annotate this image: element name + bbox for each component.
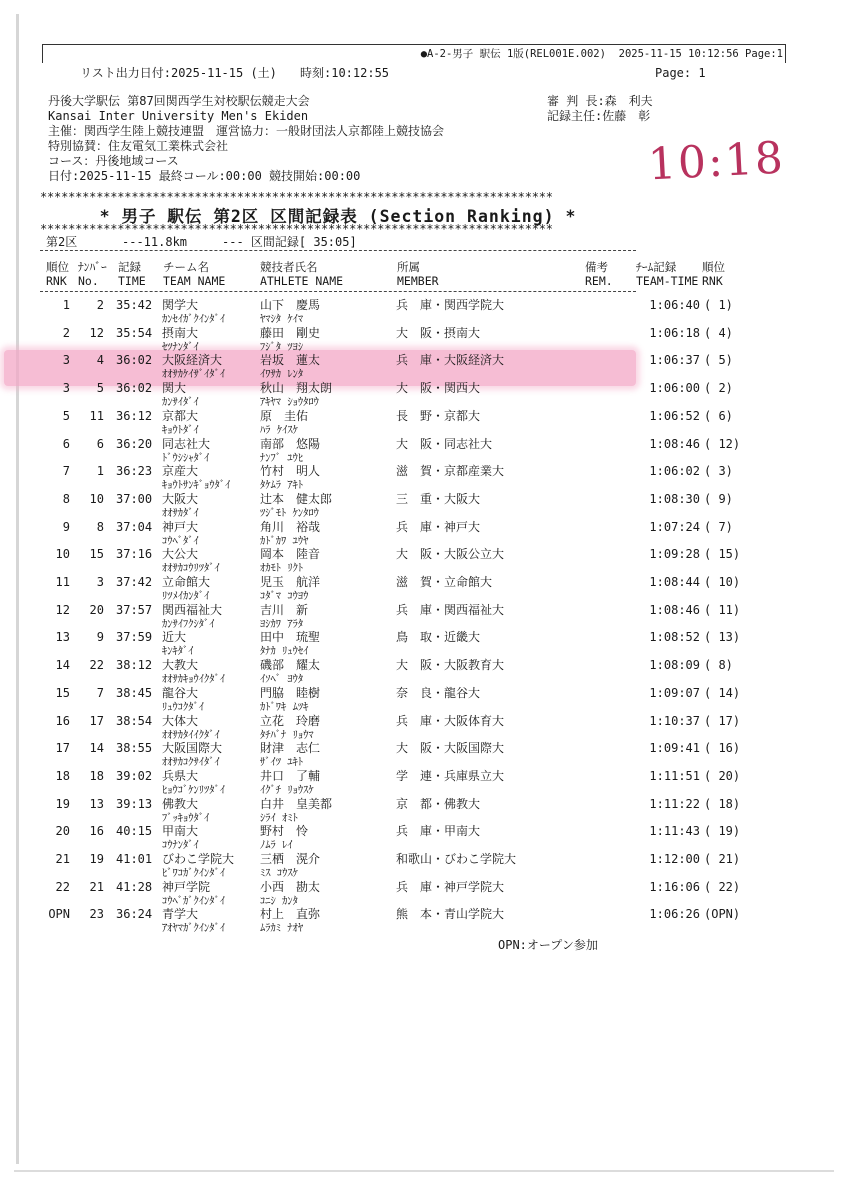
cell-time: 38:45 bbox=[116, 685, 153, 700]
cell-team: 兵県大 bbox=[162, 768, 199, 783]
cell-team-rank: ( 14) bbox=[704, 685, 741, 700]
cell-member: 三 重・大阪大 bbox=[396, 491, 481, 506]
cell-team-rank: ( 6) bbox=[704, 408, 733, 423]
col-rank-en: RNK bbox=[46, 274, 67, 288]
cell-member: 兵 庫・関西福祉大 bbox=[396, 602, 505, 617]
cell-team: 甲南大 bbox=[162, 824, 199, 839]
col-trank-jp: 順位 bbox=[702, 260, 725, 274]
cell-team-time: 1:06:18 bbox=[649, 325, 700, 340]
table-row bbox=[0, 881, 850, 908]
sponsor: 特別協賛：住友電気工業株式会社 bbox=[48, 139, 229, 153]
cell-no: 3 bbox=[96, 575, 104, 589]
cell-rank: 9 bbox=[62, 519, 70, 534]
cell-team-time: 1:06:52 bbox=[649, 408, 700, 423]
cell-athlete-kana: ｵｶﾓﾄ ﾘｸﾄ bbox=[260, 562, 304, 575]
footnote: OPN:オープン参加 bbox=[498, 938, 598, 952]
col-time-jp: 記録 bbox=[118, 260, 141, 274]
cell-team: 大教大 bbox=[162, 658, 199, 673]
cell-member: 滋 賀・京都産業大 bbox=[396, 464, 505, 479]
cell-no: 22 bbox=[89, 658, 104, 673]
cell-athlete: 門脇 睦樹 bbox=[260, 685, 321, 700]
table-row bbox=[0, 327, 850, 354]
cell-no: 21 bbox=[89, 879, 104, 894]
cell-member: 兵 庫・大阪体育大 bbox=[396, 713, 505, 728]
cell-time: 35:42 bbox=[116, 298, 153, 312]
cell-time: 36:20 bbox=[116, 436, 153, 451]
cell-member: 大 阪・大阪公立大 bbox=[396, 547, 505, 562]
cell-athlete-kana: ｻﾞｲﾂ ﾕｷﾄ bbox=[260, 756, 304, 769]
col-time-en: TIME bbox=[118, 274, 146, 288]
cell-athlete: 立花 玲磨 bbox=[260, 713, 321, 728]
section-record: --- 区間記録[ 35:05] bbox=[222, 235, 357, 249]
page-bottom-edge bbox=[14, 1170, 834, 1172]
cell-member: 大 阪・同志社大 bbox=[396, 436, 493, 451]
cell-team-rank: ( 5) bbox=[704, 353, 733, 368]
cell-athlete: 吉川 新 bbox=[260, 602, 309, 617]
cell-athlete: 秋山 翔太朗 bbox=[260, 381, 333, 396]
cell-team: 大阪経済大 bbox=[162, 353, 223, 368]
meet-name-en: Kansai Inter University Men's Ekiden bbox=[48, 109, 309, 123]
cell-no: 20 bbox=[89, 602, 104, 617]
cell-team-time: 1:06:02 bbox=[649, 464, 700, 479]
cell-team-kana: ｱｵﾔﾏｶﾞｸｲﾝﾀﾞｲ bbox=[162, 922, 225, 935]
cell-time: 36:24 bbox=[116, 907, 153, 922]
cell-team-kana: ｺｳﾍﾞﾀﾞｲ bbox=[162, 534, 199, 547]
cell-athlete-kana: ﾌｼﾞﾀ ﾂﾖｼ bbox=[260, 340, 304, 353]
cell-rank: OPN bbox=[48, 907, 70, 922]
cell-no: 9 bbox=[96, 630, 104, 645]
table-row bbox=[0, 382, 850, 409]
cell-team-rank: ( 19) bbox=[704, 824, 741, 839]
cell-no: 12 bbox=[89, 325, 104, 340]
cell-team-time: 1:08:46 bbox=[649, 436, 700, 451]
cell-time: 37:57 bbox=[116, 602, 153, 617]
cell-time: 37:04 bbox=[116, 519, 153, 534]
col-member-jp: 所属 bbox=[397, 260, 420, 274]
cell-team-kana: ｶﾝｻｲﾀﾞｲ bbox=[162, 396, 199, 409]
cell-no: 1 bbox=[96, 464, 104, 479]
section-distance: ---11.8km bbox=[122, 235, 188, 249]
cell-time: 39:02 bbox=[116, 768, 153, 783]
cell-team-rank: ( 22) bbox=[704, 879, 741, 894]
cell-team-time: 1:16:06 bbox=[649, 879, 700, 894]
cell-athlete: 白井 皇美都 bbox=[260, 796, 333, 811]
star-rule-top: ************************************************************************* bbox=[40, 190, 553, 204]
cell-team-kana: ﾄﾞｳｼｼｬﾀﾞｲ bbox=[162, 451, 210, 464]
cell-rank: 2 bbox=[62, 325, 70, 340]
cell-athlete-kana: ｲｿﾍﾞ ﾖｳﾀ bbox=[260, 673, 304, 686]
cell-team-rank: ( 20) bbox=[704, 768, 741, 783]
organizer: 主催：関西学生陸上競技連盟 運営協力：一般財団法人京都陸上競技協会 bbox=[48, 124, 445, 138]
cell-member: 兵 庫・甲南大 bbox=[396, 824, 481, 839]
cell-team-rank: ( 4) bbox=[704, 325, 733, 340]
cell-athlete: 竹村 明人 bbox=[260, 464, 321, 479]
cell-team-kana: ｺｳﾍﾞｶﾞｸｲﾝﾀﾞｲ bbox=[162, 894, 225, 907]
print-header-text: ●A-2-男子 駅伝 1版(REL001E.002) bbox=[420, 48, 606, 60]
cell-team: 大阪国際大 bbox=[162, 741, 223, 756]
cell-athlete-kana: ﾀﾅｶ ﾘｭｳｾｲ bbox=[260, 645, 309, 658]
table-row bbox=[0, 908, 850, 935]
cell-team: 佛教大 bbox=[162, 796, 199, 811]
cell-athlete-kana: ｱｷﾔﾏ ｼｮｳﾀﾛｳ bbox=[260, 396, 319, 409]
col-member-en: MEMBER bbox=[397, 274, 439, 288]
cell-no: 7 bbox=[96, 685, 104, 700]
cell-rank: 10 bbox=[55, 547, 70, 562]
table-row bbox=[0, 825, 850, 852]
cell-team: 神戸学院 bbox=[162, 879, 211, 894]
cell-athlete: 山下 慶馬 bbox=[260, 298, 321, 312]
cell-athlete-kana: ﾀｹﾑﾗ ｱｷﾄ bbox=[260, 479, 304, 492]
cell-team-rank: ( 11) bbox=[704, 602, 741, 617]
cell-team-time: 1:09:28 bbox=[649, 547, 700, 562]
cell-athlete-kana: ｲｸﾞﾁ ﾘｮｳｽｹ bbox=[260, 783, 314, 796]
table-row bbox=[0, 853, 850, 880]
cell-team-kana: ｷｮｳﾄﾀﾞｲ bbox=[162, 423, 199, 436]
cell-team-time: 1:09:41 bbox=[649, 741, 700, 756]
cell-team-kana: ﾋｮｳｺﾞｹﾝﾘﾂﾀﾞｲ bbox=[162, 783, 225, 796]
cell-athlete-kana: ｶﾄﾞﾜｷ ﾑﾂｷ bbox=[260, 700, 309, 713]
cell-athlete: 三栖 滉介 bbox=[260, 852, 321, 866]
recorder: 記録主任:佐藤 彰 bbox=[547, 109, 651, 123]
cell-team-time: 1:08:30 bbox=[649, 491, 700, 506]
cell-no: 16 bbox=[89, 824, 104, 839]
cell-athlete: 小西 勘太 bbox=[260, 879, 321, 894]
table-row bbox=[0, 742, 850, 769]
table-row bbox=[0, 715, 850, 742]
cell-team-rank: ( 12) bbox=[704, 436, 741, 451]
cell-member: 熊 本・青山学院大 bbox=[396, 907, 505, 922]
cell-team-time: 1:11:22 bbox=[649, 796, 700, 811]
cell-time: 37:16 bbox=[116, 547, 153, 562]
col-rem-jp: 備考 bbox=[585, 260, 608, 274]
cell-athlete: 磯部 耀太 bbox=[260, 658, 321, 673]
table-row bbox=[0, 770, 850, 797]
cell-member: 大 阪・摂南大 bbox=[396, 325, 481, 340]
cell-team-rank: ( 1) bbox=[704, 298, 733, 312]
cell-rank: 17 bbox=[55, 741, 70, 756]
col-teamtime-en: TEAM-TIME bbox=[636, 274, 699, 288]
cell-team: 青学大 bbox=[162, 907, 199, 922]
cell-team-time: 1:11:51 bbox=[649, 768, 700, 783]
cell-team-kana: ｵｵｻｶｺｸｻｲﾀﾞｲ bbox=[162, 756, 220, 769]
cell-member: 京 都・佛教大 bbox=[396, 796, 481, 811]
cell-rank: 20 bbox=[55, 824, 70, 839]
table-row bbox=[0, 576, 850, 603]
cell-member: 奈 良・龍谷大 bbox=[396, 685, 481, 700]
cell-rank: 11 bbox=[55, 575, 70, 589]
cell-team: 神戸大 bbox=[162, 519, 199, 534]
cell-athlete-kana: ﾔﾏｼﾀ ｹｲﾏ bbox=[260, 313, 304, 325]
cell-team: 同志社大 bbox=[162, 436, 211, 451]
cell-no: 19 bbox=[89, 852, 104, 866]
cell-no: 4 bbox=[96, 353, 104, 368]
cell-athlete-kana: ﾑﾗｶﾐ ﾅｵﾔ bbox=[260, 922, 304, 935]
table-row bbox=[0, 465, 850, 492]
cell-time: 35:54 bbox=[116, 325, 153, 340]
cell-athlete-kana: ﾊﾗ ｹｲｽｹ bbox=[260, 423, 298, 436]
section-divider bbox=[40, 250, 636, 251]
cell-no: 14 bbox=[89, 741, 104, 756]
cell-athlete-kana: ﾉﾑﾗ ﾚｲ bbox=[260, 839, 293, 852]
cell-athlete-kana: ﾖｼｶﾜ ｱﾗﾀ bbox=[260, 617, 304, 630]
cell-athlete-kana: ﾀﾁﾊﾞﾅ ﾘｮｳﾏ bbox=[260, 728, 314, 741]
cell-team-time: 1:08:46 bbox=[649, 602, 700, 617]
cell-team-time: 1:09:07 bbox=[649, 685, 700, 700]
cell-team-time: 1:06:37 bbox=[649, 353, 700, 368]
cell-rank: 18 bbox=[55, 768, 70, 783]
referee: 審 判 長:森 利夫 bbox=[547, 94, 653, 108]
cell-no: 10 bbox=[89, 491, 104, 506]
cell-team: 龍谷大 bbox=[162, 685, 199, 700]
table-row bbox=[0, 798, 850, 825]
cell-team-rank: ( 2) bbox=[704, 381, 733, 396]
col-teamtime-jp: ﾁｰﾑ記録 bbox=[636, 260, 677, 274]
cell-team-time: 1:08:52 bbox=[649, 630, 700, 645]
cell-athlete: 井口 了輔 bbox=[260, 768, 321, 783]
cell-athlete: 児玉 航洋 bbox=[260, 575, 321, 589]
header-divider bbox=[40, 291, 636, 292]
table-row bbox=[0, 687, 850, 714]
cell-rank: 13 bbox=[55, 630, 70, 645]
print-header-box bbox=[42, 44, 786, 63]
col-trank-en: RNK bbox=[702, 274, 723, 288]
cell-team-kana: ｵｵｻｶﾀｲｲｸﾀﾞｲ bbox=[162, 728, 220, 741]
cell-team-time: 1:07:24 bbox=[649, 519, 700, 534]
cell-athlete-kana: ｶﾄﾞｶﾜ ﾕｳﾔ bbox=[260, 534, 309, 547]
table-row bbox=[0, 299, 850, 326]
cell-rank: 21 bbox=[55, 852, 70, 866]
cell-athlete: 田中 琉聖 bbox=[260, 630, 321, 645]
list-output-date: リスト出力日付:2025-11-15 (土) bbox=[80, 66, 277, 80]
cell-rank: 7 bbox=[62, 464, 70, 479]
cell-team-time: 1:06:26 bbox=[649, 907, 700, 922]
cell-time: 38:12 bbox=[116, 658, 153, 673]
col-no-jp: ﾅﾝﾊﾞｰ bbox=[78, 260, 107, 274]
cell-member: 兵 庫・神戸大 bbox=[396, 519, 481, 534]
col-rank-jp: 順位 bbox=[46, 260, 69, 274]
cell-athlete-kana: ｲﾜｻｶ ﾚﾝﾀ bbox=[260, 368, 304, 381]
section-name: 第2区 bbox=[46, 235, 78, 249]
cell-athlete: 藤田 剛史 bbox=[260, 325, 321, 340]
cell-athlete: 南部 悠陽 bbox=[260, 436, 321, 451]
cell-rank: 1 bbox=[62, 298, 70, 312]
col-athlete-en: ATHLETE NAME bbox=[260, 274, 344, 288]
cell-time: 37:42 bbox=[116, 575, 153, 589]
cell-member: 学 連・兵庫県立大 bbox=[396, 768, 505, 783]
cell-rank: 16 bbox=[55, 713, 70, 728]
cell-time: 36:02 bbox=[116, 381, 153, 396]
cell-team-kana: ﾋﾞﾜｺｶﾞｸｲﾝﾀﾞｲ bbox=[162, 867, 225, 879]
cell-athlete-kana: ﾐｽ ｺｳｽｹ bbox=[260, 867, 298, 879]
cell-athlete: 野村 怜 bbox=[260, 824, 309, 839]
cell-member: 滋 賀・立命館大 bbox=[396, 575, 493, 589]
cell-time: 36:02 bbox=[116, 353, 153, 368]
cell-team: 近大 bbox=[162, 630, 187, 645]
cell-team-rank: ( 17) bbox=[704, 713, 741, 728]
cell-team-time: 1:06:00 bbox=[649, 381, 700, 396]
table-row bbox=[0, 438, 850, 465]
cell-member: 大 阪・関西大 bbox=[396, 381, 481, 396]
table-row bbox=[0, 659, 850, 686]
cell-team-kana: ｵｵｻｶｷｮｳｲｸﾀﾞｲ bbox=[162, 673, 225, 686]
cell-rank: 3 bbox=[62, 381, 70, 396]
page-title: * 男子 駅伝 第2区 区間記録表 (Section Ranking) * bbox=[99, 207, 577, 226]
handwritten-time-note: 10:18 bbox=[646, 132, 787, 191]
table-row bbox=[0, 354, 850, 381]
cell-rank: 14 bbox=[55, 658, 70, 673]
cell-team: 関西福祉大 bbox=[162, 602, 223, 617]
cell-no: 18 bbox=[89, 768, 104, 783]
table-row bbox=[0, 604, 850, 631]
cell-time: 38:55 bbox=[116, 741, 153, 756]
table-row bbox=[0, 493, 850, 520]
cell-athlete: 財津 志仁 bbox=[260, 741, 321, 756]
cell-team-kana: ｾﾂﾅﾝﾀﾞｲ bbox=[162, 340, 199, 353]
cell-team-time: 1:08:44 bbox=[649, 575, 700, 589]
cell-team-kana: ｵｵｻｶｹｲｻﾞｲﾀﾞｲ bbox=[162, 368, 225, 381]
cell-team-rank: ( 7) bbox=[704, 519, 733, 534]
cell-team-kana: ﾘｭｳｺｸﾀﾞｲ bbox=[162, 700, 204, 713]
cell-team-rank: ( 15) bbox=[704, 547, 741, 562]
cell-rank: 19 bbox=[55, 796, 70, 811]
cell-team-rank: ( 16) bbox=[704, 741, 741, 756]
cell-rank: 5 bbox=[62, 408, 70, 423]
cell-member: 長 野・京都大 bbox=[396, 408, 481, 423]
cell-time: 39:13 bbox=[116, 796, 153, 811]
table-row bbox=[0, 521, 850, 548]
cell-team-kana: ｵｵｻｶﾀﾞｲ bbox=[162, 506, 199, 519]
cell-team-kana: ｶﾝｻｲﾌｸｼﾀﾞｲ bbox=[162, 617, 215, 630]
cell-athlete: 角川 裕哉 bbox=[260, 519, 321, 534]
page-number: Page: 1 bbox=[655, 66, 706, 80]
cell-member: 大 阪・大阪国際大 bbox=[396, 741, 505, 756]
cell-member: 鳥 取・近畿大 bbox=[396, 630, 481, 645]
col-team-en: TEAM NAME bbox=[163, 274, 226, 288]
cell-time: 41:01 bbox=[116, 852, 153, 866]
cell-rank: 8 bbox=[62, 491, 70, 506]
cell-time: 37:00 bbox=[116, 491, 153, 506]
cell-team-rank: ( 18) bbox=[704, 796, 741, 811]
cell-team-kana: ｶﾝｾｲｶﾞｸｲﾝﾀﾞｲ bbox=[162, 313, 225, 325]
cell-athlete: 原 圭佑 bbox=[260, 408, 309, 423]
meet-name: 丹後大学駅伝 第87回関西学生対校駅伝競走大会 bbox=[48, 94, 310, 108]
col-team-jp: チーム名 bbox=[163, 260, 209, 274]
cell-team: 京産大 bbox=[162, 464, 199, 479]
cell-member: 兵 庫・関西学院大 bbox=[396, 298, 505, 312]
cell-team-kana: ｷｮｳﾄｻﾝｷﾞｮｳﾀﾞｲ bbox=[162, 479, 231, 492]
cell-no: 2 bbox=[96, 298, 104, 312]
cell-team-time: 1:08:09 bbox=[649, 658, 700, 673]
star-rule-bottom: ************************************************************************* bbox=[40, 222, 553, 236]
cell-team-rank: ( 9) bbox=[704, 491, 733, 506]
cell-member: 和歌山・びわこ学院大 bbox=[396, 852, 517, 866]
cell-team-rank: ( 8) bbox=[704, 658, 733, 673]
cell-team: 関大 bbox=[162, 381, 187, 396]
cell-athlete: 岩坂 蓮太 bbox=[260, 353, 321, 368]
cell-athlete: 村上 直弥 bbox=[260, 907, 321, 922]
cell-team: びわこ学院大 bbox=[162, 852, 235, 866]
table-row bbox=[0, 631, 850, 658]
print-header-date: 2025-11-15 10:12:56 Page:1 bbox=[618, 48, 783, 60]
cell-no: 13 bbox=[89, 796, 104, 811]
cell-no: 6 bbox=[96, 436, 104, 451]
cell-time: 37:59 bbox=[116, 630, 153, 645]
cell-athlete: 辻本 健太郎 bbox=[260, 491, 333, 506]
cell-athlete-kana: ｺﾆｼ ｶﾝﾀ bbox=[260, 894, 298, 907]
cell-team: 大公大 bbox=[162, 547, 199, 562]
cell-team-time: 1:12:00 bbox=[649, 852, 700, 866]
cell-rank: 3 bbox=[62, 353, 70, 368]
meet-date: 日付:2025-11-15 最終コール:00:00 競技開始:00:00 bbox=[48, 169, 361, 183]
table-row bbox=[0, 548, 850, 575]
cell-team: 京都大 bbox=[162, 408, 199, 423]
cell-team-rank: ( 13) bbox=[704, 630, 741, 645]
cell-team-kana: ｵｵｻｶｺｳﾘﾂﾀﾞｲ bbox=[162, 562, 220, 575]
cell-team: 大阪大 bbox=[162, 491, 199, 506]
cell-no: 8 bbox=[96, 519, 104, 534]
cell-rank: 12 bbox=[55, 602, 70, 617]
cell-team-time: 1:06:40 bbox=[649, 298, 700, 312]
course: コース：丹後地域コース bbox=[48, 154, 179, 168]
cell-athlete: 岡本 陸音 bbox=[260, 547, 321, 562]
cell-team: 摂南大 bbox=[162, 325, 199, 340]
cell-team-time: 1:10:37 bbox=[649, 713, 700, 728]
cell-time: 41:28 bbox=[116, 879, 153, 894]
col-rem-en: REM. bbox=[585, 274, 613, 288]
cell-athlete-kana: ｼﾗｲ ｵﾐﾄ bbox=[260, 811, 298, 824]
cell-rank: 15 bbox=[55, 685, 70, 700]
cell-athlete-kana: ｺﾀﾞﾏ ｺｳﾖｳ bbox=[260, 590, 309, 602]
col-athlete-jp: 競技者氏名 bbox=[260, 260, 318, 274]
cell-no: 15 bbox=[89, 547, 104, 562]
cell-team-rank: ( 21) bbox=[704, 852, 741, 866]
cell-team-kana: ﾌﾞｯｷｮｳﾀﾞｲ bbox=[162, 811, 210, 824]
cell-time: 36:23 bbox=[116, 464, 153, 479]
cell-team-rank: ( 10) bbox=[704, 575, 741, 589]
cell-team: 立命館大 bbox=[162, 575, 211, 589]
table-row bbox=[0, 410, 850, 437]
cell-member: 大 阪・大阪教育大 bbox=[396, 658, 505, 673]
cell-member: 兵 庫・神戸学院大 bbox=[396, 879, 505, 894]
cell-team-rank: ( 3) bbox=[704, 464, 733, 479]
cell-athlete-kana: ﾅﾝﾌﾞ ﾕｳﾋ bbox=[260, 451, 304, 464]
cell-time: 36:12 bbox=[116, 408, 153, 423]
cell-team-rank: (OPN) bbox=[704, 907, 741, 922]
cell-no: 11 bbox=[89, 408, 104, 423]
cell-rank: 6 bbox=[62, 436, 70, 451]
cell-no: 23 bbox=[89, 907, 104, 922]
cell-time: 40:15 bbox=[116, 824, 153, 839]
col-no-en: No. bbox=[78, 274, 99, 288]
cell-time: 38:54 bbox=[116, 713, 153, 728]
cell-no: 17 bbox=[89, 713, 104, 728]
cell-rank: 22 bbox=[55, 879, 70, 894]
list-output-time: 時刻:10:12:55 bbox=[300, 66, 390, 80]
cell-team-kana: ｺｳﾅﾝﾀﾞｲ bbox=[162, 839, 199, 852]
cell-no: 5 bbox=[96, 381, 104, 396]
cell-team: 大体大 bbox=[162, 713, 199, 728]
cell-member: 兵 庫・大阪経済大 bbox=[396, 353, 505, 368]
cell-athlete-kana: ﾂｼﾞﾓﾄ ｹﾝﾀﾛｳ bbox=[260, 506, 319, 519]
cell-team-time: 1:11:43 bbox=[649, 824, 700, 839]
cell-team: 関学大 bbox=[162, 298, 199, 312]
cell-team-kana: ｷﾝｷﾀﾞｲ bbox=[162, 645, 194, 658]
cell-team-kana: ﾘﾂﾒｲｶﾝﾀﾞｲ bbox=[162, 590, 210, 602]
